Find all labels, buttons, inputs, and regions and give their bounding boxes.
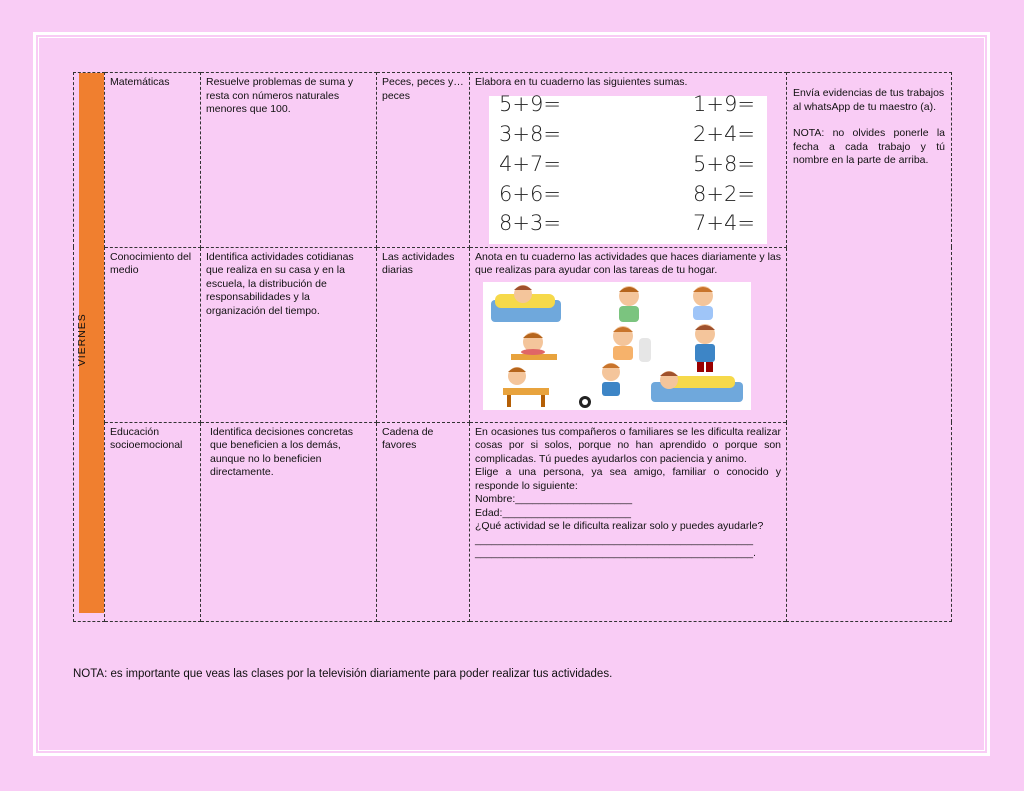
subject-cell: Educación socioemocional [105,422,201,621]
activity-intro: Anota en tu cuaderno las actividades que haces diariamente y las que realizas para ayudar con las tareas de tu hogar. [475,250,781,276]
footer-note: NOTA: es importante que veas las clases por la televisión diariamente para poder realizar tus actividades. [73,668,613,680]
sums-image [489,91,767,244]
day-column [74,73,105,622]
activity-question: ¿Qué actividad se le dificulta realizar solo y puedes ayudarle? [475,520,764,532]
answer-line-1: __________________________________________________ [475,534,754,546]
learning-cell: Resuelve problemas de suma y resta con números naturales menores que 100. [201,73,377,248]
learning-cell: Identifica actividades cotidianas que realiza en su casa y en la escuela, la distribución de responsabilidades y la organización del tiempo. [201,247,377,422]
activity-intro: Elabora en tu cuaderno las siguientes sumas. [475,76,688,88]
learning-cell [201,422,377,621]
subject-cell: Matemáticas [105,73,201,248]
activity-paragraph-2: Elige a una persona, ya sea amigo, familiar o conocido y responde lo siguiente: [475,466,781,492]
sum-left-3: 4+7= [499,151,561,176]
side-note-reminder: NOTA: no olvides ponerle la fecha a cada trabajo y tú nombre en la parte de arriba. [793,127,945,166]
sum-left-4: 6+6= [499,181,561,206]
topic-cell: Las actividades diarias [377,247,470,422]
kids-activities-icon [483,282,751,410]
day-label: VIERNES [75,313,88,367]
side-note-evidence: Envía evidencias de tus trabajos al whatsApp de tu maestro (a). [793,87,945,113]
sum-right-2: 2+4= [693,121,755,146]
subject-cell: Conocimiento del medio [105,247,201,422]
activity-cell [470,422,787,621]
activity-cell [470,73,787,248]
side-note-cell [787,73,952,622]
sum-right-5: 7+4= [693,210,755,235]
name-field-line: Nombre:____________________ [475,493,633,505]
age-field-line: Edad:______________________ [475,506,631,519]
sum-right-1: 1+9= [693,91,755,116]
sum-right-3: 5+8= [693,151,755,176]
sum-right-4: 8+2= [693,181,755,206]
topic-cell: Peces, peces y… peces [377,73,470,248]
answer-line-2: __________________________________________________. [475,548,756,559]
activity-cell [470,247,787,422]
sum-left-5: 8+3= [499,210,561,235]
weekly-plan-table [73,72,952,622]
daily-activities-illustration [483,282,751,410]
sum-left-1: 5+9= [499,91,561,116]
activity-paragraph-1: En ocasiones tus compañeros o familiares se les dificulta realizar cosas por si solos, porque no han aprendido o porque son complicadas. Tú puedes ayudarlos con paciencia y animo. [475,425,781,465]
learning-text: Identifica decisiones concretas que beneficien a los demás, aunque no lo beneficien directamente. [210,425,353,478]
topic-cell: Cadena de favores [377,422,470,621]
sum-left-2: 3+8= [499,121,561,146]
